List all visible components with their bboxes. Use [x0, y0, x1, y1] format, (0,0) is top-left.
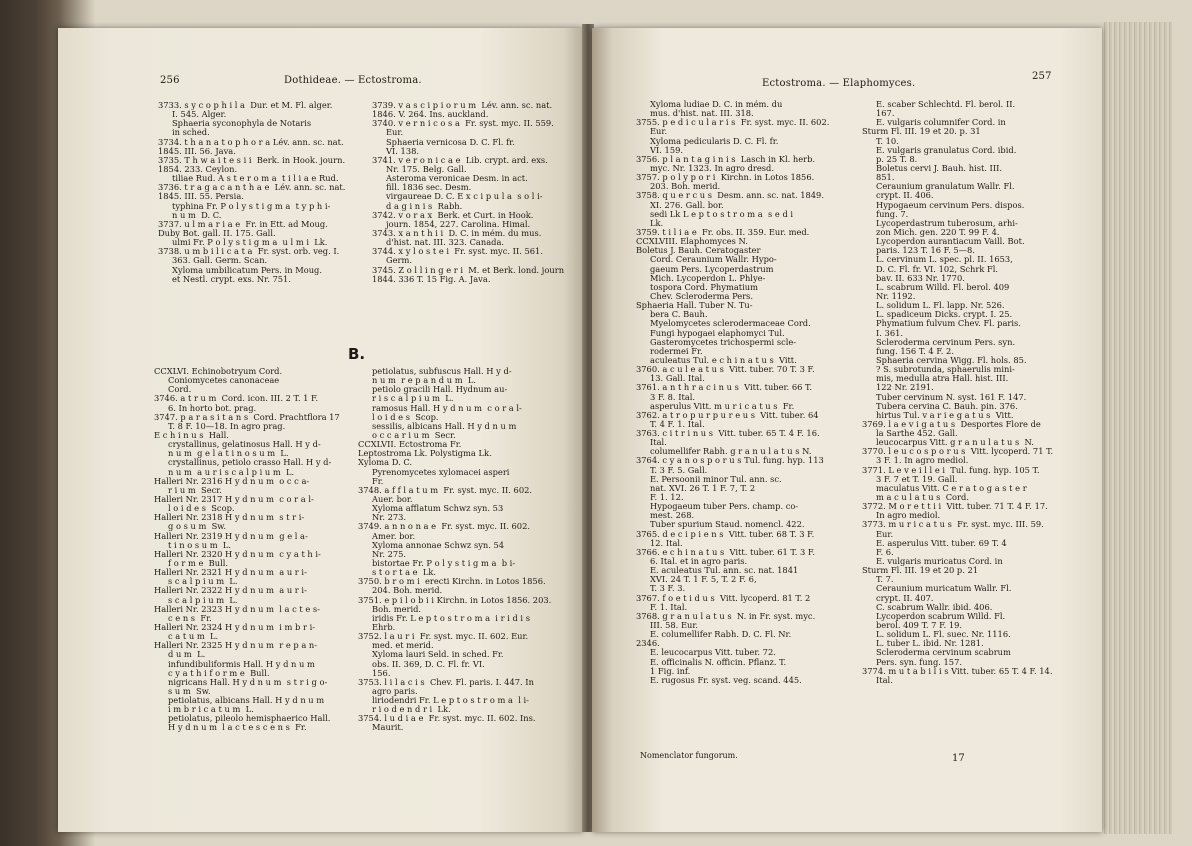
- text-line: Pyrenomycetes xylomacei asperi: [372, 467, 510, 477]
- left-page-number: 256: [160, 75, 180, 86]
- text-line: leucocarpus Vitt. g r a n u l a t u s N.: [876, 438, 1034, 448]
- text-line: la Sarthe 452. Gall.: [876, 429, 958, 439]
- text-line: Lycoperdon scabrum Willd. Fl.: [876, 611, 1006, 621]
- text-line: 3744. x y l o s t e i Fr. syst. myc. II. 561.: [372, 247, 543, 257]
- text-line: Boletus cervi J. Bauh. hist. III.: [876, 163, 1003, 173]
- text-line: 3770. l e u c o s p o r u s Vitt. lycoperd. 71 T.: [862, 447, 1054, 457]
- text-line: C. scabrum Wallr. ibid. 406.: [876, 602, 993, 612]
- right-page: [592, 28, 1102, 832]
- text-line: 3747. p a r a s i t a n s Cord. Prachtflora 17: [154, 412, 340, 422]
- text-line: 3760. a c u l e a t u s Vitt. tuber. 70 T. 3 F.: [636, 365, 815, 375]
- text-line: paris. 123 T. 16 F. 5—8.: [876, 246, 975, 256]
- text-line: 3738. u m b i l i c a t a Fr. syst. orb. veg. I.: [158, 247, 340, 257]
- text-line: 3742. v o r a x Berk. et Curt. in Hook.: [372, 210, 534, 220]
- text-line: tiliae Rud. A s t e r o m a t i l i a e Rud.: [172, 174, 339, 184]
- text-line: Germ.: [386, 256, 413, 266]
- text-line: Scleroderma cervinum scabrum: [876, 648, 1011, 658]
- text-line: 3754. l u d i a e Fr. syst. myc. II. 602. Ins.: [358, 714, 536, 724]
- text-line: virgaureae D. C. E x c i p u l a s o l i-: [386, 192, 543, 202]
- text-line: petiolo gracili Hall. Hydnum au-: [372, 385, 508, 395]
- text-line: ramosus Hall. H y d n u m c o r a l-: [372, 403, 522, 413]
- text-line: Lycoperdon aurantiacum Vaill. Bot.: [876, 237, 1025, 247]
- text-line: 6. Ital. et in agro paris.: [650, 557, 748, 567]
- text-line: 3734. t h a n a t o p h o r a Lév. ann. sc. nat.: [158, 137, 344, 147]
- text-line: fill. 1836 sec. Desm.: [386, 183, 472, 193]
- text-line: crystallinus, petiolo crasso Hall. H y d-: [168, 458, 332, 468]
- text-line: 3762. a t r o p u r p u r e u s Vitt. tuber. 64: [636, 410, 819, 420]
- text-line: Halleri Nr. 2323 H y d n u m l a c t e s-: [154, 604, 320, 614]
- text-line: E. Persoonii minor Tul. ann. sc.: [650, 474, 782, 484]
- text-line: agro paris.: [372, 686, 418, 696]
- text-line: l o i d e s Scop.: [168, 504, 235, 514]
- text-line: XI. 276. Gall. bor.: [650, 200, 724, 210]
- text-line: 3733. s y c o p h i l a Dur. et M. Fl. alger.: [158, 101, 333, 110]
- text-line: 3758. q u e r c u s Desm. ann. sc. nat. 1849.: [636, 191, 824, 201]
- text-line: 3746. a t r u m Cord. icon. III. 2 T. 1 F.: [154, 394, 319, 404]
- text-line: I. 545. Alger.: [172, 110, 227, 120]
- text-line: E. asperulus Vitt. tuber. 69 T. 4: [876, 538, 1007, 548]
- text-line: columellifer Rabh. g r a n u l a t u s N.: [650, 447, 812, 457]
- text-line: Myelomycetes sclerodermaceae Cord.: [650, 319, 811, 329]
- text-line: L. spadiceum Dicks. crypt. I. 25.: [876, 310, 1013, 320]
- text-line: 3772. M o r e t t i i Vitt. tuber. 71 T. 4 F. 17.: [862, 502, 1048, 512]
- text-line: r i s c a l p i u m L.: [372, 394, 454, 404]
- text-line: Chev. Scleroderma Pers.: [650, 291, 754, 301]
- text-line: 3766. e c h i n a t u s Vitt. tuber. 61 T. 3 F.: [636, 547, 816, 557]
- text-line: Xyloma lauri Seld. in sched. Fr.: [372, 650, 504, 660]
- left-page: [58, 28, 584, 832]
- text-line: Hypogaeum tuber Pers. champ. co-: [650, 502, 799, 512]
- text-line: F. 1. 12.: [650, 493, 684, 503]
- right-column-2: [862, 100, 1053, 685]
- text-line: H y d n u m l a c t e s c e n s Fr.: [168, 723, 307, 733]
- text-line: Ital.: [650, 438, 667, 448]
- text-line: Halleri Nr. 2321 H y d n u m a u r i-: [154, 568, 307, 578]
- text-line: d'hist. nat. III. 323. Canada.: [386, 238, 505, 248]
- text-line: mis, medulla atra Hall. hist. III.: [876, 374, 1009, 384]
- text-line: n u m g e l a t i n o s u m L.: [168, 449, 289, 459]
- text-line: d u m L.: [168, 650, 206, 660]
- text-line: I. 361.: [876, 328, 904, 338]
- text-line: sedi Lk L e p t o s t r o m a s e d i: [650, 209, 794, 219]
- text-line: 3771. L e v e i l l e i Tul. fung. hyp. 105 T.: [862, 465, 1040, 475]
- text-line: Phymatium fulvum Chev. Fl. paris.: [876, 319, 1021, 329]
- text-line: Nr. 273.: [372, 513, 407, 523]
- text-line: ? S. subrotunda, sphaerulis mini-: [876, 365, 1015, 375]
- text-line: d a g i n i s Rabh.: [386, 201, 463, 211]
- text-line: g o s u m Sw.: [168, 522, 227, 532]
- text-line: 363. Gall. Germ. Scan.: [172, 256, 268, 266]
- text-line: VI. 159.: [650, 145, 684, 155]
- text-line: VI. 138.: [386, 146, 420, 156]
- text-line: L. solidum L. Fl. suec. Nr. 1116.: [876, 630, 1011, 640]
- text-line: journ. 1854, 227. Carolina. Himal.: [386, 219, 531, 229]
- text-line: T. 4 F. 1. Ital.: [650, 419, 705, 429]
- text-line: Sphaeria Hall. Tuber N. Tu-: [636, 301, 753, 311]
- text-line: E. aculeatus Tul. ann. sc. nat. 1841: [650, 566, 799, 576]
- text-line: m a c u l a t u s Cord.: [876, 493, 969, 503]
- left-column-1-top: [158, 101, 345, 284]
- text-line: Mich. Lycoperdon L. Phlye-: [650, 273, 766, 283]
- text-line: Sphaeria vernicosa D. C. Fl. fr.: [386, 137, 515, 147]
- text-line: n u m r e p a n d u m L.: [372, 376, 476, 386]
- text-line: T. 3 F. 3.: [650, 584, 686, 594]
- text-line: l o i d e s Scop.: [372, 412, 439, 422]
- text-line: 3743. x a n t h i i D. C. in mém. du mus.: [372, 228, 542, 238]
- text-line: Xyloma umbilicatum Pers. in Moug.: [172, 265, 322, 275]
- text-line: 3750. b r o m i erecti Kirchn. in Lotos 1856.: [358, 577, 546, 587]
- text-line: Nr. 1192.: [876, 291, 916, 301]
- text-line: n u m D. C.: [172, 210, 222, 220]
- text-line: asperulus Vitt. m u r i c a t u s Fr.: [650, 401, 795, 411]
- text-line: T. 3 F. 5. Gall.: [650, 465, 708, 475]
- text-line: Leptostroma Lk. Polystigma Lk.: [358, 449, 492, 459]
- text-line: Halleri Nr. 2319 H y d n u m g e l a-: [154, 531, 308, 541]
- text-line: CCXLVII. Ectostroma Fr.: [358, 440, 462, 450]
- text-line: L. scabrum Willd. Fl. berol. 409: [876, 282, 1010, 292]
- text-line: Halleri Nr. 2316 H y d n u m o c c a-: [154, 476, 310, 486]
- text-line: Xyloma annonae Schwz syn. 54: [372, 540, 505, 550]
- text-line: 13. Gall. Ital.: [650, 374, 705, 384]
- text-line: Halleri Nr. 2322 H y d n u m a u r i-: [154, 586, 307, 596]
- text-line: maculatus Vitt. C e r a t o g a s t e r: [876, 483, 1027, 493]
- text-line: E. vulgaris columnifer Cord. in: [876, 118, 1006, 128]
- text-line: nat. XVI. 26 T. 1 F. 7, T. 2: [650, 483, 756, 493]
- page-edges: [1102, 22, 1172, 834]
- text-line: 3736. t r a g a c a n t h a e Lév. ann. sc. nat.: [158, 183, 346, 193]
- left-column-1-bottom: [154, 367, 340, 733]
- text-line: infundibuliformis Hall. H y d n u m: [168, 659, 315, 669]
- text-line: crypt. II. 406.: [876, 191, 934, 201]
- text-line: E. columellifer Rabh. D. C. Fl. Nr.: [650, 630, 792, 640]
- text-line: Coniomycetes canonaceae: [168, 376, 280, 386]
- text-line: r i u m Secr.: [168, 485, 222, 495]
- text-line: Tuber spurium Staud. nomencl. 422.: [650, 520, 805, 530]
- text-line: 3 F. 1. In agro mediol.: [876, 456, 969, 466]
- text-line: Tuber cervinum N. syst. 161 F. 147.: [876, 392, 1027, 402]
- text-line: Ital.: [876, 675, 893, 685]
- text-line: Cord. Ceraunium Wallr. Hypo-: [650, 255, 777, 265]
- text-line: 3 F. 7 et T. 19. Gall.: [876, 474, 958, 484]
- text-line: 3757. p o l y p o r i Kirchn. in Lotos 1856.: [636, 173, 815, 183]
- text-line: Sphaeria cervina Wigg. Fl. hols. 85.: [876, 355, 1027, 365]
- text-line: Eur.: [876, 529, 894, 539]
- text-line: hirtus Tul. v a r i e g a t u s Vitt.: [876, 410, 1014, 420]
- text-line: i m b r i c a t u m L.: [168, 705, 254, 715]
- text-line: III. 58. Eur.: [650, 621, 699, 631]
- text-line: Asteroma veronicae Desm. in act.: [386, 174, 528, 184]
- left-column-2-top: [372, 101, 564, 284]
- text-line: o c c a r i u m Secr.: [372, 430, 456, 440]
- text-line: mest. 268.: [650, 511, 695, 521]
- footer-sheet-number: 17: [952, 753, 965, 764]
- text-line: Lycoperdastrum tuberosum, arhi-: [876, 218, 1018, 228]
- text-line: crystallinus, gelatinosus Hall. H y d-: [168, 440, 321, 450]
- text-line: Tubera cervina C. Bauh. pin. 376.: [876, 401, 1018, 411]
- text-line: c e n s Fr.: [168, 613, 212, 623]
- text-line: bera C. Bauh.: [650, 310, 708, 320]
- text-line: 1845. III. 56. Java.: [158, 146, 236, 156]
- text-line: F. 6.: [876, 547, 894, 557]
- text-line: fung. 156 T. 4 F. 2.: [876, 346, 954, 356]
- text-line: Fr.: [372, 476, 384, 486]
- text-line: t i n o s u m L.: [168, 540, 232, 550]
- text-line: 3763. c i t r i n u s Vitt. tuber. 65 T. 4 F. 16.: [636, 429, 820, 439]
- text-line: Xyloma afflatum Schwz syn. 53: [372, 504, 504, 514]
- text-line: liriodendri Fr. L e p t o s t r o m a l i-: [372, 696, 529, 706]
- text-line: 122 Nr. 2191.: [876, 383, 934, 393]
- text-line: 3737. u l m a r i a e Fr. in Ett. ad Moug.: [158, 219, 328, 229]
- text-line: XVI. 24 T. 1 F. 5, T. 2 F. 6,: [650, 575, 757, 585]
- text-line: Ceraunium muricatum Wallr. Fl.: [876, 584, 1012, 594]
- text-line: bistortae Fr. P o l y s t i g m a b i-: [372, 558, 516, 568]
- right-running-head: Ectostroma. — Elaphomyces.: [762, 78, 916, 89]
- text-line: CCXLVI. Echinobotryum Cord.: [154, 367, 283, 376]
- text-line: 6. In horto bot. prag.: [168, 403, 257, 413]
- text-line: Halleri Nr. 2317 H y d n u m c o r a l-: [154, 494, 314, 504]
- text-line: s c a l p i u m L.: [168, 595, 238, 605]
- text-line: T. 10.: [876, 136, 899, 146]
- text-line: 3751. e p i l o b i i Kirchn. in Lotos 1856. 203.: [358, 595, 552, 605]
- text-line: tospora Cord. Phymatium: [650, 282, 758, 292]
- text-line: Sphaeria syconophyla de Notaris: [172, 119, 312, 129]
- left-column-2-bottom: [358, 367, 551, 733]
- text-line: 3755. p e d i c u l a r i s Fr. syst. myc. II. 602.: [636, 118, 830, 128]
- text-line: 3767. f o e t i d u s Vitt. lycoperd. 81 T. 2: [636, 593, 811, 603]
- text-line: 3739. v a s c i p i o r u m Lév. ann. sc. nat.: [372, 101, 553, 110]
- text-line: berol. 409 T. 7 F. 19.: [876, 621, 963, 631]
- text-line: bav. II. 633 Nr. 1770.: [876, 273, 965, 283]
- text-line: 3745. Z o l l i n g e r i M. et Berk. lond. journ: [372, 265, 565, 275]
- text-line: Halleri Nr. 2318 H y d n u m s t r i-: [154, 513, 305, 523]
- text-line: L. tuber L. ibid. Nr. 1281.: [876, 639, 984, 649]
- text-line: aculeatus Tul. e c h i n a t u s Vitt.: [650, 355, 797, 365]
- text-line: E. vulgaris granulatus Cord. ibid.: [876, 145, 1017, 155]
- text-line: 851.: [876, 173, 895, 183]
- text-line: Sturm Fl. III. 19 et 20. p. 31: [862, 127, 981, 137]
- text-line: 204. Boh. merid.: [372, 586, 443, 596]
- text-line: E. leucocarpus Vitt. tuber. 72.: [650, 648, 776, 658]
- text-line: Lk.: [650, 218, 664, 228]
- text-line: Auer. bor.: [372, 494, 413, 504]
- text-line: 1 Fig. inf.: [650, 666, 691, 676]
- text-line: 3748. a f f l a t u m Fr. syst. myc. II. 602.: [358, 485, 533, 495]
- text-line: 3769. l a e v i g a t u s Desportes Flore de: [862, 419, 1041, 429]
- text-line: 3735. T h w a i t e s i i Berk. in Hook. journ.: [158, 155, 346, 165]
- text-line: Amer. bor.: [372, 531, 416, 541]
- text-line: s t o r t a e Lk.: [372, 568, 437, 578]
- text-line: CCXLVIII. Elaphomyces N.: [636, 237, 748, 247]
- text-line: Gasteromycetes trichospermi scle-: [650, 337, 797, 347]
- text-line: L. cervinum L. spec. pl. II. 1653,: [876, 255, 1013, 265]
- text-line: 3740. v e r n i c o s a Fr. syst. myc. II. 559.: [372, 119, 554, 129]
- text-line: f o r m e Bull.: [168, 558, 229, 568]
- text-line: Eur.: [386, 128, 404, 138]
- text-line: typhina Fr. P o l y s t i g m a t y p h i-: [172, 201, 331, 211]
- text-line: E. scaber Schlechtd. Fl. berol. II.: [876, 100, 1016, 109]
- text-line: n u m a u r i s c a l p i u m L.: [168, 467, 295, 477]
- text-line: Nr. 175. Belg. Gall.: [386, 164, 467, 174]
- text-line: 3774. m u t a b i l i s Vitt. tuber. 65 T. 4 F. 14.: [862, 666, 1053, 676]
- text-line: gaeum Pers. Lycoperdastrum: [650, 264, 774, 274]
- text-line: Ceraunium granulatum Wallr. Fl.: [876, 182, 1015, 192]
- text-line: 3768. g r a n u l a t u s N. in Fr. syst. myc.: [636, 611, 816, 621]
- text-line: Xyloma D. C.: [358, 458, 413, 468]
- text-line: 3756. p l a n t a g i n i s Lasch in Kl. herb.: [636, 154, 816, 164]
- text-line: Eur.: [650, 127, 668, 137]
- text-line: Boletus J. Bauh. Ceratogaster: [636, 246, 761, 256]
- text-line: med. et merid.: [372, 641, 434, 651]
- text-line: 12. Ital.: [650, 538, 683, 548]
- text-line: F. 1. Ital.: [650, 602, 688, 612]
- text-line: Scleroderma cervinum Pers. syn.: [876, 337, 1016, 347]
- text-line: 167.: [876, 109, 895, 119]
- text-line: et Nestl. crypt. exs. Nr. 751.: [172, 274, 291, 284]
- text-line: petiolatus, subfuscus Hall. H y d-: [372, 367, 512, 376]
- text-line: sessilis, albicans Hall. H y d n u m: [372, 421, 517, 431]
- text-line: Boh. merid.: [372, 604, 422, 614]
- left-running-head: Dothideae. — Ectostroma.: [284, 75, 422, 86]
- text-line: Xyloma ludiae D. C. in mém. du: [650, 100, 783, 109]
- text-line: 1854. 233. Ceylon.: [158, 164, 238, 174]
- text-line: Halleri Nr. 2320 H y d n u m c y a t h i-: [154, 549, 321, 559]
- right-column-1: [636, 100, 829, 685]
- text-line: 3753. l i l a c i s Chev. Fl. paris. I. 447. In: [358, 677, 534, 687]
- text-line: 3759. t i l i a e Fr. obs. II. 359. Eur. med.: [636, 227, 810, 237]
- text-line: 1844. 336 T. 15 Fig. A. Java.: [372, 274, 491, 284]
- text-line: L. solidum L. Fl. lapp. Nr. 526.: [876, 301, 1005, 311]
- text-line: E. rugosus Fr. syst. veg. scand. 445.: [650, 675, 802, 685]
- text-line: 1846. V. 264. Ins. auckland.: [372, 110, 489, 120]
- text-line: Halleri Nr. 2325 H y d n u m r e p a n-: [154, 641, 318, 651]
- text-line: p. 25 T. 8.: [876, 154, 918, 164]
- text-line: rodermei Fr.: [650, 346, 703, 356]
- text-line: s u m Sw.: [168, 686, 211, 696]
- text-line: D. C. Fl. fr. VI. 102, Schrk Fl.: [876, 264, 999, 274]
- text-line: 1845. III. 55. Persia.: [158, 192, 244, 202]
- text-line: zon Mich. gen. 220 T. 99 F. 4.: [876, 227, 1000, 237]
- text-line: 3773. m u r i c a t u s Fr. syst. myc. III. 59.: [862, 520, 1044, 530]
- text-line: s c a l p i u m L.: [168, 577, 238, 587]
- text-line: Maurit.: [372, 723, 404, 733]
- text-line: 203. Boh. merid.: [650, 182, 721, 192]
- text-line: in sched.: [172, 128, 210, 138]
- text-line: 3761. a n t h r a c i n u s Vitt. tuber. 66 T.: [636, 383, 812, 393]
- text-line: crypt. II. 407.: [876, 593, 934, 603]
- text-line: Sturm Fl. III. 19 et 20 p. 21: [862, 566, 979, 576]
- text-line: mus. d'hist. nat. III. 318.: [650, 109, 754, 119]
- text-line: T. 7.: [876, 575, 894, 585]
- text-line: 156.: [372, 668, 391, 678]
- text-line: E. officinalis N. officin. Pflanz. T.: [650, 657, 787, 667]
- text-line: c y a t h i f o r m e Bull.: [168, 668, 270, 678]
- text-line: In agro mediol.: [876, 511, 941, 521]
- text-line: 3 F. 8. Ital.: [650, 392, 696, 402]
- right-page-number: 257: [1032, 71, 1052, 82]
- text-line: petiolatus, albicans Hall. H y d n u m: [168, 696, 325, 706]
- text-line: 3749. a n n o n a e Fr. syst. myc. II. 602.: [358, 522, 530, 532]
- text-line: c a t u m L.: [168, 632, 219, 642]
- text-line: Duby Bot. gall. II. 175. Gall.: [158, 228, 276, 238]
- text-line: Cord.: [168, 385, 192, 395]
- text-line: 3752. l a u r i Fr. syst. myc. II. 602. Eur.: [358, 632, 529, 642]
- text-line: Hypogaeum cervinum Pers. dispos.: [876, 200, 1025, 210]
- text-line: Fungi hypogaei elaphomyci Tul.: [650, 328, 785, 338]
- text-line: myc. Nr. 1323. In agro dresd.: [650, 163, 774, 173]
- text-line: E c h i n u s Hall.: [154, 430, 229, 440]
- text-line: Ehrb.: [372, 622, 396, 632]
- text-line: Nr. 275.: [372, 549, 407, 559]
- text-line: 3741. v e r o n i c a e Lib. crypt. ard. exs.: [372, 155, 548, 165]
- text-line: 3765. d e c i p i e n s Vitt. tuber. 68 T. 3 F.: [636, 529, 815, 539]
- text-line: Xyloma pedicularis D. C. Fl. fr.: [650, 136, 779, 146]
- text-line: Pers. syn. fung. 157.: [876, 657, 962, 667]
- text-line: 2346.: [636, 639, 660, 649]
- text-line: obs. II. 369, D. C. Fl. fr. VI.: [372, 659, 485, 669]
- text-line: 3764. c y a n o s p o r u s Tul. fung. hyp. 113: [636, 456, 824, 466]
- text-line: nigricans Hall. H y d n u m s t r i g o-: [168, 677, 328, 687]
- text-line: Halleri Nr. 2324 H y d n u m i m b r i-: [154, 622, 316, 632]
- footer-signature: Nomenclator fungorum.: [640, 751, 738, 760]
- text-line: E. vulgaris muricatus Cord. in: [876, 557, 1003, 567]
- section-mark: B.: [348, 345, 366, 363]
- text-line: iridis Fr. L e p t o s t r o m a i r i d i s: [372, 613, 530, 623]
- text-line: r i o d e n d r i Lk.: [372, 705, 451, 715]
- text-line: ulmi Fr. P o l y s t i g m a u l m i Lk.: [172, 238, 328, 248]
- text-line: petiolatus, pileolo hemisphaerico Hall.: [168, 714, 331, 724]
- text-line: T. 8 F. 10—18. In agro prag.: [168, 421, 286, 431]
- text-line: fung. 7.: [876, 209, 909, 219]
